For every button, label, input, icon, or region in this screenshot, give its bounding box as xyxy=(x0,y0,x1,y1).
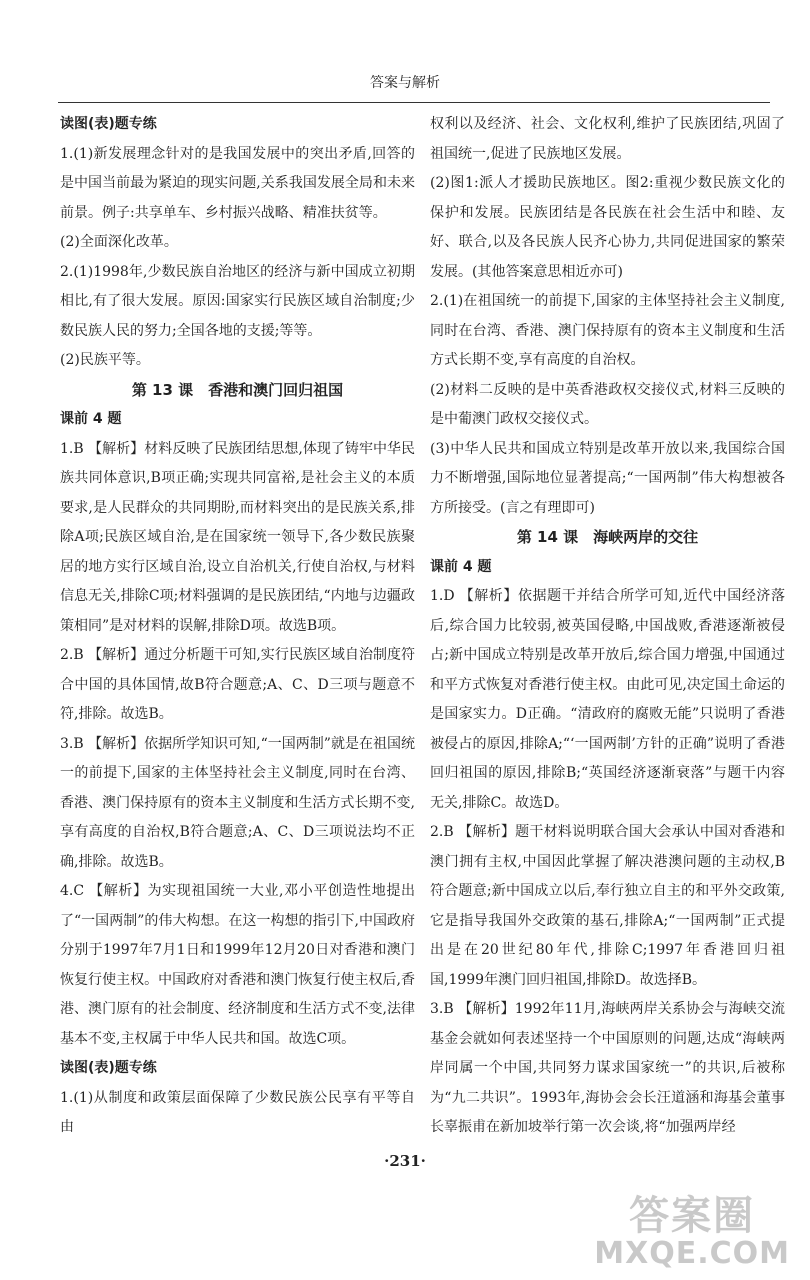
answer-paragraph: 4.C 【解析】为实现祖国统一大业,邓小平创造性地提出了“一国两制”的伟大构想。在这一构想的指引下,中国政府分别于1997年7月1日和1999年12月20日对香港和澳门恢复行使主权。中国政府对香港和澳门恢复行使主权后,香港、澳门原有的社会制度、经济制度和生活方式不变,法律基本不变,主权属于中华人民共和国。故选C项。 xyxy=(60,883,415,1047)
answer-paragraph: (2)材料二反映的是中英香港政权交接仪式,材料三反映的是中葡澳门政权交接仪式。 xyxy=(430,381,785,427)
section-title-map-table-practice: 读图(表)题专练 xyxy=(60,1060,157,1076)
header-rule xyxy=(58,102,770,103)
answer-paragraph: 1.(1)从制度和政策层面保障了少数民族公民享有平等自由 xyxy=(60,1089,415,1135)
answer-paragraph: (2)图1:派人才援助民族地区。图2:重视少数民族文化的保护和发展。民族团结是各民族在社会生活中和睦、友好、联合,以及各民族人民齐心协力,共同促进国家的繁荣发展。(其他答案意思相近亦可) xyxy=(430,175,785,280)
answer-paragraph: 2.B 【解析】题干材料说明联合国大会承认中国对香港和澳门拥有主权,中国因此掌握了解决港澳问题的主动权,B符合题意;新中国成立以后,奉行独立自主的和平外交政策,它是指导我国外交政策的基石,排除A;“一国两制”正式提出是在20世纪80年代,排除C;1997年香港回归祖国,1999年澳门回归祖国,排除D。故选择B。 xyxy=(430,824,785,988)
answer-paragraph: 1.D 【解析】依据题干并结合所学可知,近代中国经济落后,综合国力比较弱,被英国侵略,中国战败,香港逐渐被侵占;新中国成立特别是改革开放后,综合国力增强,中国通过和平方式恢复对香港行使主权。由此可见,决定国土命运的是国家实力。D正确。“清政府的腐败无能”只说明了香港被侵占的原因,排除A;“‘一国两制’方针的正确”说明了香港回归祖国的原因,排除B;“英国经济逐渐衰落”与题干内容无关,排除C。故选D。 xyxy=(430,588,785,811)
section-title-pre-class: 课前 4 题 xyxy=(430,558,492,575)
lesson-14-title: 第 14 课 海峡两岸的交往 xyxy=(516,528,699,546)
left-column xyxy=(60,110,415,1143)
page-number: ·231· xyxy=(384,1152,426,1170)
answer-paragraph: 2.(1)1998年,少数民族自治地区的经济与新中国成立初期相比,有了很大发展。原因:国家实行民族区域自治制度;少数民族人民的努力;全国各地的支援;等等。 xyxy=(60,263,415,339)
watermark-line2: MXQE.COM xyxy=(594,1236,790,1271)
page-header: 答案与解析 xyxy=(370,75,440,91)
answer-paragraph: 2.(1)在祖国统一的前提下,国家的主体坚持社会主义制度,同时在台湾、香港、澳门保持原有的资本主义制度和生活方式长期不变,享有高度的自治权。 xyxy=(430,293,785,368)
watermark-logo xyxy=(594,1194,790,1270)
right-column xyxy=(430,110,785,1143)
answer-paragraph: 1.(1)新发展理念针对的是我国发展中的突出矛盾,回答的是中国当前最为紧迫的现实问题,关系我国发展全局和未来前景。例子:共享单车、乡村振兴战略、精准扶贫等。 xyxy=(60,145,415,221)
answer-paragraph: 2.B 【解析】通过分析题干可知,实行民族区域自治制度符合中国的具体国情,故B符合题意;A、C、D三项与题意不符,排除。故选B。 xyxy=(60,647,415,722)
answer-paragraph: (2)民族平等。 xyxy=(60,352,150,368)
watermark-line1: 答案圈 xyxy=(629,1193,756,1239)
answer-paragraph: 1.B 【解析】材料反映了民族团结思想,体现了铸牢中华民族共同体意识,B项正确;实现共同富裕,是社会主义的本质要求,是人民群众的共同期盼,而材料突出的是民族关系,排除A项;民族区域自治,是在国家统一领导下,各少数民族聚居的地方实行区域自治,设立自治机关,行使自治权,与材料信息无关,排除C项;材料强调的是民族团结,“内地与边疆政策相同”是对材料的误解,排除D项。故选B项。 xyxy=(60,440,415,634)
section-title-map-table-practice: 读图(表)题专练 xyxy=(60,116,157,132)
answer-paragraph: (3)中华人民共和国成立特别是改革开放以来,我国综合国力不断增强,国际地位显著提高;“一国两制”伟大构想被各方所接受。(言之有理即可) xyxy=(430,440,785,516)
answer-paragraph: 3.B 【解析】依据所学知识可知,“一国两制”就是在祖国统一的前提下,国家的主体坚持社会主义制度,同时在台湾、香港、澳门保持原有的资本主义制度和生活方式长期不变,享有高度的自治权,B符合题意;A、C、D三项说法均不正确,排除。故选B。 xyxy=(60,735,415,870)
answer-paragraph: (2)全面深化改革。 xyxy=(60,234,178,250)
lesson-13-title: 第 13 课 香港和澳门回归祖国 xyxy=(131,380,344,399)
answer-paragraph: 权利以及经济、社会、文化权利,维护了民族团结,巩固了祖国统一,促进了民族地区发展。 xyxy=(430,116,785,162)
answer-paragraph: 3.B 【解析】1992年11月,海峡两岸关系协会与海峡交流基金会就如何表述坚持一个中国原则的问题,达成“海峡两岸同属一个中国,共同努力谋求国家统一”的共识,后被称为“九二共识”。1993年,海协会会长汪道涵和海基会董事长辜振甫在新加坡举行第一次会谈,将“加强两岸经 xyxy=(430,1001,785,1135)
section-title-pre-class: 课前 4 题 xyxy=(60,411,122,427)
